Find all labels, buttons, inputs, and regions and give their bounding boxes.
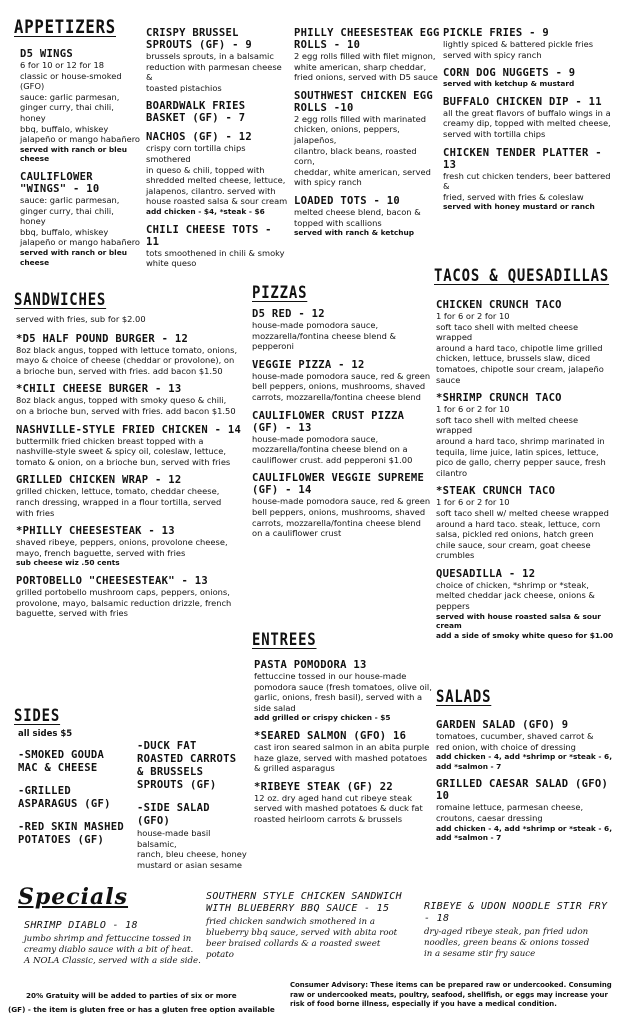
menu-item-note: add chicken - 4, add *shrimp or *steak - 6, <box>436 752 613 762</box>
menu-item-description: pomodora sauce (fresh tomatoes, olive oil, <box>254 681 432 692</box>
menu-item <box>16 525 248 568</box>
menu-item-name: GRILLED CHICKEN WRAP - 12 <box>16 474 182 487</box>
menu-item <box>294 195 440 238</box>
sandwiches-title: SANDWICHES <box>14 290 107 310</box>
menu-item-description: 2 egg rolls filled with marinated <box>294 113 427 124</box>
menu-item-description: bbq, buffalo, whiskey <box>20 226 109 237</box>
menu-item-description: reduction with parmesan cheese & <box>146 61 282 83</box>
salads-list <box>436 719 616 850</box>
menu-item-note: served with ranch or bleu cheese <box>20 144 127 164</box>
side-item: -DUCK FAT ROASTED CARROTS & BRUSSELS SPROUTS (GF) <box>137 740 237 791</box>
menu-item-description: toasted pistachios <box>146 82 222 93</box>
menu-item-description: 8oz black angus, topped with smoky queso & chili, <box>16 395 227 406</box>
menu-item-name: PASTA POMODORA 13 <box>254 659 367 671</box>
menu-item-description: 1 for 6 or 2 for 10 <box>436 311 510 321</box>
menu-item-note: add *salmon - 7 <box>436 833 502 843</box>
menu-item-description: melted cheese blend, bacon & <box>294 206 421 217</box>
menu-item-description: around a hard taco, chipotle lime grilled <box>436 342 603 353</box>
menu-item-note: add grilled or crispy chicken - $5 <box>254 713 391 723</box>
menu-item <box>20 171 142 267</box>
menu-item <box>16 383 248 416</box>
menu-item-description: a brioche bun, served with fries. add bacon $1.50 <box>16 365 223 376</box>
menu-item-description: tomatoes, chipotle sour cream, jalapeño <box>436 363 604 374</box>
special-description: dry-aged ribeye steak, pan fried udon <box>424 927 589 937</box>
menu-item-description: soft taco shell w/ melted cheese wrapped <box>436 507 609 518</box>
menu-item-name: PICKLE FRIES - 9 <box>443 27 549 39</box>
menu-item-description: red onion, with choice of dressing <box>436 741 576 752</box>
menu-item-description: fresh cut chicken tenders, beer battered & <box>443 170 611 192</box>
menu-item-description: baguette, served with fries <box>16 608 128 619</box>
menu-item-description: house roasted salsa & sour cream <box>146 196 288 207</box>
text-line: raw or undercooked meats, poultry, seafood, shellfish, or eggs may increase your <box>290 990 608 999</box>
menu-item-name: CHICKEN TENDER PLATTER - 13 <box>443 146 602 171</box>
menu-item-description: 1 for 6 or 2 for 10 <box>436 497 510 508</box>
menu-item-description: mayo & choice of cheese (cheddar or provolone), on <box>16 355 235 366</box>
menu-item-description: romaine lettuce, parmesan cheese, <box>436 802 584 813</box>
tacos-title: TACOS & QUESADILLAS <box>434 266 610 286</box>
menu-item <box>16 424 248 468</box>
sandwiches-section <box>16 314 248 626</box>
menu-item-name: LOADED TOTS - 10 <box>294 194 400 207</box>
menu-item <box>254 730 432 774</box>
menu-item-description: shaved ribeye, peppers, onions, provolone cheese, <box>16 537 228 548</box>
menu-item <box>252 359 432 403</box>
special-description: in a sesame stir fry sauce <box>424 949 536 959</box>
menu-item <box>443 27 613 60</box>
menu-item-description: creamy dip, topped with melted cheese, <box>443 118 611 129</box>
menu-item-description: house-made pomodora sauce, <box>252 433 379 444</box>
tacos-list <box>436 299 616 647</box>
menu-item-name: VEGGIE PIZZA - 12 <box>252 358 365 371</box>
menu-item-note: served with ketchup & mustard <box>443 79 575 89</box>
menu-item-name: *PHILLY CHEESESTEAK - 13 <box>16 525 175 538</box>
sides-col-1-list <box>18 749 130 847</box>
pizzas-list <box>252 308 432 546</box>
text-line: risk of food borne illness, especially if you have a medical condition. <box>290 1000 557 1009</box>
menu-item-description: tequila, lime juice, latin spices, lettuce, <box>436 446 599 457</box>
menu-item-description: brussels sprouts, in a balsamic <box>146 51 274 61</box>
menu-item-description: around a hard taco, shrimp marinated in <box>436 435 605 446</box>
menu-item-name: CORN DOG NUGGETS - 9 <box>443 67 576 80</box>
menu-item-name: QUESADILLA - 12 <box>436 567 536 580</box>
menu-item-description: haze glaze, served with mashed potatoes <box>254 752 428 763</box>
menu-item-name: CAULIFLOWER VEGGIE SUPREME (GF) - 14 <box>252 472 425 497</box>
menu-item-name: CRISPY BRUSSEL SPROUTS (GF) - 9 <box>146 27 252 51</box>
menu-item-description: jalapenos, cilantro. served with <box>146 185 276 196</box>
special-description: beer braised collards & a roasted sweet potato <box>206 939 381 960</box>
menu-item-description: house-made pomodora sauce, red & green <box>252 496 431 507</box>
sides-col-1 <box>18 729 130 847</box>
side-item: -SIDE SALAD (GFO) <box>137 802 210 827</box>
sides-col-2 <box>137 730 249 870</box>
menu-item-description: classic or house-smoked <box>20 70 122 81</box>
menu-item-description: roasted heirloom carrots & brussels <box>254 813 403 824</box>
menu-item-name: *CHILI CHEESE BURGER - 13 <box>16 383 182 396</box>
side-item: -GRILLED ASPARAGUS (GF) <box>18 785 111 810</box>
menu-item-description: cast iron seared salmon in an abita purple <box>254 741 430 752</box>
menu-item-description: 2 egg rolls filled with filet mignon, <box>294 51 436 61</box>
salads-title: SALADS <box>436 687 492 707</box>
menu-item-description: ginger curry, thai chili, honey <box>20 205 114 227</box>
menu-item-description: 8oz black angus, topped with lettuce tomato, onions, <box>16 344 238 355</box>
menu-item-description: 6 for 10 or 12 for 18 <box>20 60 105 70</box>
menu-item-name: *SHRIMP CRUNCH TACO <box>436 392 562 405</box>
menu-item-description: carrots, mozzarella/fontina cheese blend <box>252 391 421 402</box>
menu-item-description: nashville-style sweet & spicy oil, coleslaw, lettuce, <box>16 446 226 457</box>
menu-item-description: garlic, onions, fresh basil), served with a <box>254 692 423 703</box>
menu-item-description: served with spicy ranch <box>443 49 542 60</box>
menu-item-name: D5 WINGS <box>20 48 73 60</box>
menu-item-description: 12 oz. dry aged hand cut ribeye steak <box>254 792 413 803</box>
menu-item <box>443 147 613 212</box>
special-description: noodles, green beans & onions tossed <box>424 938 590 948</box>
text-line: house-made basil balsamic, <box>137 828 211 849</box>
menu-item-description: side salad <box>254 702 296 713</box>
menu-item-description: crispy corn tortilla chips smothered <box>146 143 246 164</box>
gratuity-note: 20% Gratuity will be added to parties of six or more <box>26 991 237 1000</box>
menu-item-description: crumbles <box>436 550 475 561</box>
menu-item <box>146 27 288 93</box>
menu-item-description: bell peppers, onions, mushrooms, shaved <box>252 381 426 392</box>
menu-item-description: tots smoothened in chili & smoky <box>146 247 285 258</box>
menu-item-description: topped with scallions <box>294 217 382 228</box>
menu-item-name: CAULIFLOWER CRUST PIZZA (GF) - 13 <box>252 409 405 434</box>
menu-item-note: add chicken - 4, add *shrimp or *steak - 6, <box>436 823 613 833</box>
appetizers-col-2 <box>146 27 288 276</box>
special-name: RIBEYE & UDON NOODLE STIR FRY - 18 <box>424 901 608 924</box>
special-name: SOUTHERN STYLE CHICKEN SANDWICH WITH BLUEBERRY BBQ SAUCE - 15 <box>206 891 402 914</box>
appetizers-col-3 <box>294 27 440 245</box>
menu-item-description: sauce <box>436 374 461 385</box>
menu-item-description: jalapeño or mango habañero <box>20 134 141 145</box>
menu-item-description: jalapeño or mango habañero <box>20 237 141 248</box>
consumer-advisory <box>290 981 620 1010</box>
sides-col-2-list <box>137 740 249 828</box>
menu-item-description: choice of chicken, *shrimp or *steak, <box>436 579 589 590</box>
menu-item-name: BOARDWALK FRIES BASKET (GF) - 7 <box>146 100 246 125</box>
menu-item <box>436 485 616 561</box>
specials-title: Specials <box>18 884 129 910</box>
menu-item-description: provolone, mayo, balsamic reduction drizzle, french <box>16 597 232 608</box>
appetizers-col-4 <box>443 27 613 219</box>
menu-item <box>146 100 288 124</box>
text-line: Consumer Advisory: These items can be prepared raw or undercooked. Consuming <box>290 981 612 989</box>
menu-item-name: CHILI CHEESE TOTS - 11 <box>146 223 272 248</box>
menu-item <box>294 90 440 188</box>
gluten-free-note: (GF) - the item is gluten free or has a gluten free option available <box>8 1005 275 1014</box>
menu-item-description: served with mashed potatoes & duck fat <box>254 803 423 814</box>
menu-item-description: on a cauliflower crust <box>252 528 342 539</box>
menu-item <box>146 131 288 216</box>
menu-item-name: *SEARED SALMON (GFO) 16 <box>254 729 407 742</box>
menu-item-description: soft taco shell with melted cheese wrapped <box>436 414 579 436</box>
menu-item-name: D5 RED - 12 <box>252 308 325 320</box>
menu-item-description: (GFO) <box>20 81 45 92</box>
menu-item <box>443 96 613 140</box>
menu-item-note: served with house roasted salsa & sour cream <box>436 611 601 631</box>
menu-item-description: pepperoni <box>252 341 294 352</box>
menu-item-description: croutons, caesar dressing <box>436 812 543 823</box>
menu-item-description: sauce: garlic parmesan, <box>20 194 120 205</box>
menu-item-description: fettuccine tossed in our house-made <box>254 671 407 681</box>
special-name: SHRIMP DIABLO - 18 <box>24 920 138 931</box>
menu-item-description: around a hard taco. steak, lettuce, corn <box>436 518 601 529</box>
menu-item-name: PHILLY CHEESESTEAK EGG ROLLS - 10 <box>294 27 440 51</box>
menu-item <box>294 27 440 83</box>
menu-item-description: lightly spiced & battered pickle fries <box>443 39 594 49</box>
sides-price: all sides $5 <box>18 729 73 739</box>
menu-item-description: chicken, lettuce, brussels slaw, diced <box>436 353 591 364</box>
menu-item-name: GRILLED CAESAR SALAD (GFO) 10 <box>436 778 609 803</box>
menu-item-description: tomato & onion, on a brioche bun, served with fries <box>16 456 231 467</box>
menu-item-description: carrots, mozzarella/fontina cheese blend <box>252 517 421 528</box>
sandwiches-subtitle: served with fries, sub for $2.00 <box>16 314 146 324</box>
menu-item-note: add *salmon - 7 <box>436 761 502 771</box>
special-ribeye-udon <box>424 901 616 960</box>
menu-item <box>436 392 616 478</box>
menu-item-description: mayo, french baguette, served with fries <box>16 547 186 558</box>
menu-item <box>436 719 616 771</box>
menu-item-description: ginger curry, thai chili, honey <box>20 102 114 123</box>
menu-item-description: white queso <box>146 258 197 269</box>
menu-item-description: & grilled asparagus <box>254 763 335 774</box>
menu-item-description: ranch dressing, wrapped in a flour tortilla, served <box>16 496 222 507</box>
side-salad-note <box>137 828 249 870</box>
special-chicken-sandwich <box>206 891 406 961</box>
menu-item-note: add a side of smoky white queso for $1.00 <box>436 630 614 640</box>
entrees-title: ENTREES <box>252 630 317 650</box>
menu-item <box>252 472 432 538</box>
menu-item-description: shredded melted cheese, lettuce, <box>146 175 286 186</box>
menu-item-description: salsa, pickled red onions, hatch green <box>436 529 594 540</box>
menu-item-description: soft taco shell with melted cheese wrapped <box>436 321 579 343</box>
menu-item <box>252 410 432 466</box>
menu-item-description: cheddar, white american, served <box>294 166 431 177</box>
menu-item <box>16 474 248 518</box>
menu-item-description: on a brioche bun, served with fries. add bacon $1.50 <box>16 405 236 416</box>
menu-item-name: BUFFALO CHICKEN DIP - 11 <box>443 95 602 108</box>
menu-item-note: sub cheese wiz .50 cents <box>16 558 120 568</box>
menu-item-note: served with honey mustard or ranch <box>443 202 595 212</box>
sandwiches-list <box>16 333 248 619</box>
menu-item-name: NACHOS (GF) - 12 <box>146 131 252 144</box>
menu-item-description: chicken, onions, peppers, jalapeños, <box>294 124 400 145</box>
menu-item <box>20 48 142 164</box>
text-line: ranch, bleu cheese, honey <box>137 849 247 860</box>
menu-item <box>436 778 616 842</box>
menu-item-description: sauce: garlic parmesan, <box>20 91 120 102</box>
menu-item-name: *D5 HALF POUND BURGER - 12 <box>16 332 189 345</box>
menu-item <box>16 575 248 619</box>
special-shrimp-diablo <box>24 920 204 967</box>
menu-item-description: cilantro <box>436 467 468 478</box>
menu-item-description: mozzarella/fontina cheese blend on a <box>252 444 408 455</box>
special-description: jumbo shrimp and fettuccine tossed in <box>24 934 192 944</box>
menu-item <box>146 224 288 269</box>
side-item: -SMOKED GOUDA MAC & CHEESE <box>18 749 105 774</box>
menu-item <box>436 299 616 385</box>
menu-item-note: served with ranch or bleu cheese <box>20 247 127 267</box>
menu-item-description: grilled chicken, lettuce, tomato, cheddar cheese, <box>16 486 220 497</box>
menu-item-name: CHICKEN CRUNCH TACO <box>436 299 562 311</box>
menu-item-description: cauliflower crust. add pepperoni $1.00 <box>252 454 413 465</box>
menu-item-description: cilantro, black beans, roasted corn, <box>294 145 417 167</box>
menu-item-description: pico de gallo, cherry pepper sauce, fresh <box>436 457 606 468</box>
appetizers-title: APPETIZERS <box>14 16 117 38</box>
menu-item-name: NASHVILLE-STYLE FRIED CHICKEN - 14 <box>16 423 242 436</box>
menu-item-description: house-made pomodora sauce, <box>252 320 379 330</box>
menu-item <box>254 659 432 723</box>
menu-item-description: 1 for 6 or 2 for 10 <box>436 404 510 415</box>
menu-item-name: CAULIFLOWER "WINGS" - 10 <box>20 170 100 195</box>
text-line: mustard or asian sesame <box>137 859 243 870</box>
special-description: A NOLA Classic, served with a side side. <box>24 956 201 966</box>
menu-item-description: in queso & chili, topped with <box>146 164 265 175</box>
menu-item <box>436 568 616 641</box>
special-description: blueberry bbq sauce, served with abita root <box>206 928 398 938</box>
menu-item-description: tomatoes, cucumber, shaved carrot & <box>436 731 594 741</box>
menu-item-name: SOUTHWEST CHICKEN EGG ROLLS -10 <box>294 89 434 114</box>
menu-item-name: *STEAK CRUNCH TACO <box>436 485 556 498</box>
menu-item-name: *RIBEYE STEAK (GF) 22 <box>254 780 394 793</box>
menu-item-description: white american, sharp cheddar, <box>294 61 427 72</box>
menu-item-description: grilled portobello mushroom caps, peppers, onions, <box>16 586 230 597</box>
menu-item-description: chile sauce, sour cream, goat cheese <box>436 539 591 550</box>
menu-item <box>252 308 432 352</box>
special-description: creamy diablo sauce with a bit of heat. <box>24 945 194 955</box>
menu-item <box>16 333 248 377</box>
appetizers-col-1 <box>20 48 142 274</box>
side-item: -RED SKIN MASHED POTATOES (GF) <box>18 821 124 846</box>
menu-item-description: melted cheddar jack cheese, onions & <box>436 590 595 601</box>
special-description: fried chicken sandwich smothered in a <box>206 917 375 927</box>
menu-item-description: with spicy ranch <box>294 177 362 188</box>
menu-item-description: mozzarella/fontina cheese blend & <box>252 330 396 341</box>
menu-item-description: bbq, buffalo, whiskey <box>20 123 109 134</box>
menu-item-description: served with tortilla chips <box>443 128 546 139</box>
menu-item <box>443 67 613 89</box>
menu-item-description: buttermilk fried chicken breast topped with a <box>16 435 204 446</box>
menu-item-name: GARDEN SALAD (GFO) 9 <box>436 719 569 731</box>
menu-item-description: with fries <box>16 507 55 518</box>
menu-item-description: peppers <box>436 601 470 612</box>
menu-item-description: house-made pomodora sauce, red & green <box>252 370 431 381</box>
entrees-list <box>254 659 432 832</box>
sides-title: SIDES <box>14 706 61 726</box>
menu-item <box>254 781 432 825</box>
menu-item-description: fried onions, served with D5 sauce <box>294 72 438 83</box>
menu-item-note: served with ranch & ketchup <box>294 228 415 238</box>
menu-item-description: all the great flavors of buffalo wings in a <box>443 107 611 118</box>
pizzas-title: PIZZAS <box>252 283 308 303</box>
menu-item-note: add chicken - $4, *steak - $6 <box>146 206 265 216</box>
menu-item-description: fried, served with fries & coleslaw <box>443 191 584 202</box>
menu-item-description: bell peppers, onions, mushrooms, shaved <box>252 506 426 517</box>
menu-item-name: PORTOBELLO "CHEESESTEAK" - 13 <box>16 574 209 587</box>
